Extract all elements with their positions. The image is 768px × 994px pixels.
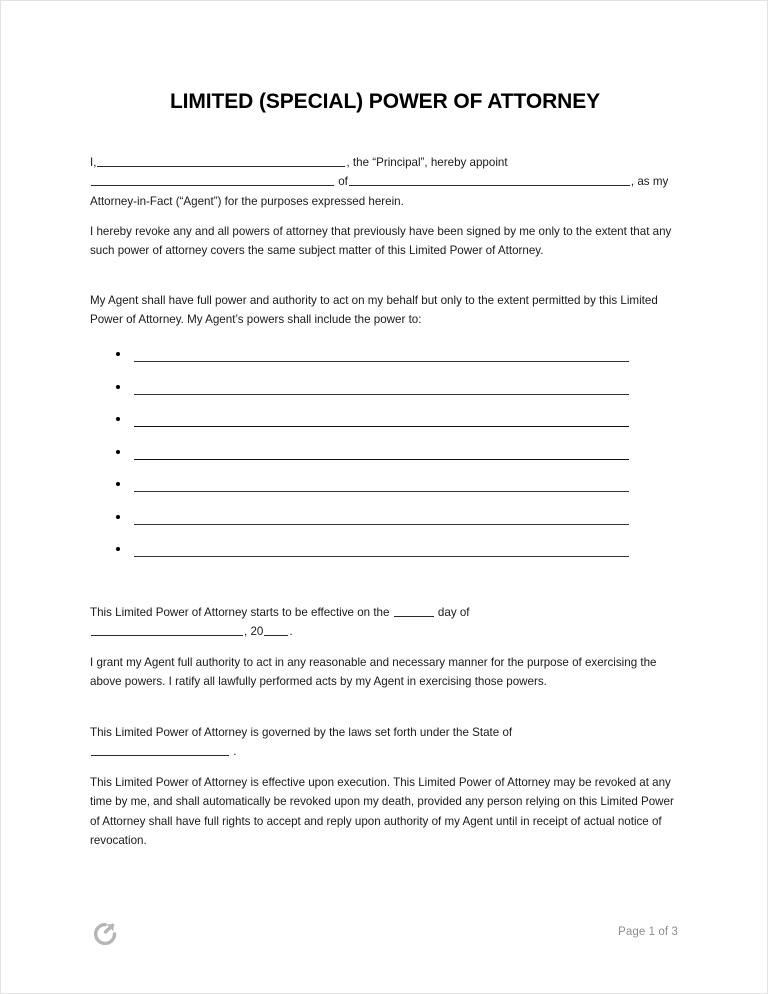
power-input-line-1[interactable]	[134, 361, 629, 362]
power-input-line-7[interactable]	[134, 556, 629, 557]
list-item	[90, 476, 680, 509]
power-input-line-3[interactable]	[134, 426, 629, 427]
bullet-icon	[116, 515, 120, 519]
governing-law-suffix: .	[233, 745, 237, 759]
bullet-icon	[116, 547, 120, 551]
list-item	[90, 444, 680, 477]
bullet-icon	[116, 352, 120, 356]
effective-date-prefix: This Limited Power of Attorney starts to be effective on the	[90, 606, 390, 619]
page-number: Page 1 of 3	[618, 926, 678, 938]
bullet-icon	[116, 417, 120, 421]
intro-line2-middle: of	[338, 175, 348, 189]
effective-date-suffix: .	[289, 625, 293, 639]
clause-effective-date	[90, 603, 680, 642]
bullet-icon	[116, 385, 120, 389]
appointment-block	[90, 153, 680, 211]
bullet-icon	[116, 482, 120, 486]
clause-grant: I grant my Agent full authority to act in any reasonable and necessary manner for the purpose of exercising the above powers. I ratify all lawfully performed acts by my Agent in exercising those powers.	[90, 656, 657, 689]
governing-law-prefix: This Limited Power of Attorney is governed by the laws set forth under the State of	[90, 726, 513, 739]
clause-execution: This Limited Power of Attorney is effective upon execution. This Limited Power of Attorney may be revoked at any time by me, and shall automatically be revoked upon my death, provided any person relying on this Limited Power of Attorney shall have full rights to accept and reply upon authority of my Agent until in receipt of actual notice of revocation.	[90, 776, 674, 847]
effective-month-field[interactable]	[91, 624, 243, 636]
list-item	[90, 411, 680, 444]
clause-authority: My Agent shall have full power and authority to act on my behalf but only to the extent permitted by this Limited Power of Attorney. My Agent’s powers shall include the power to:	[90, 294, 658, 327]
list-item	[90, 541, 680, 574]
page-title: LIMITED (SPECIAL) POWER OF ATTORNEY	[169, 90, 601, 113]
effective-date-mid: day of	[437, 606, 470, 619]
bullet-icon	[116, 450, 120, 454]
state-field[interactable]	[91, 744, 229, 756]
circular-arrow-logo-icon	[90, 919, 120, 949]
principal-address-field[interactable]	[91, 174, 334, 186]
principal-name-field[interactable]	[97, 155, 345, 167]
power-input-line-4[interactable]	[134, 459, 629, 460]
clause-revocation: I hereby revoke any and all powers of attorney that previously have been signed by me only to the extent that any such power of attorney covers the same subject matter of this Limited Power of Attorney.	[90, 225, 672, 258]
effective-year-field[interactable]	[264, 624, 288, 636]
power-input-line-6[interactable]	[134, 524, 629, 525]
page-footer	[90, 919, 678, 959]
intro-line1-suffix: , the “Principal”, hereby appoint	[346, 156, 508, 169]
intro-line3: Attorney-in-Fact (“Agent”) for the purposes expressed herein.	[90, 194, 404, 208]
clause-governing-law	[90, 723, 680, 762]
list-item	[90, 509, 680, 542]
list-item	[90, 346, 680, 379]
list-item	[90, 379, 680, 412]
power-input-line-2[interactable]	[134, 394, 629, 395]
intro-line2-suffix: , as my	[630, 175, 669, 189]
power-input-line-5[interactable]	[134, 491, 629, 492]
effective-year-prefix: , 20	[244, 625, 264, 639]
intro-line1-prefix: I,	[90, 156, 97, 169]
effective-day-field[interactable]	[394, 605, 434, 617]
agent-address-field[interactable]	[349, 174, 630, 186]
powers-list	[90, 346, 680, 574]
